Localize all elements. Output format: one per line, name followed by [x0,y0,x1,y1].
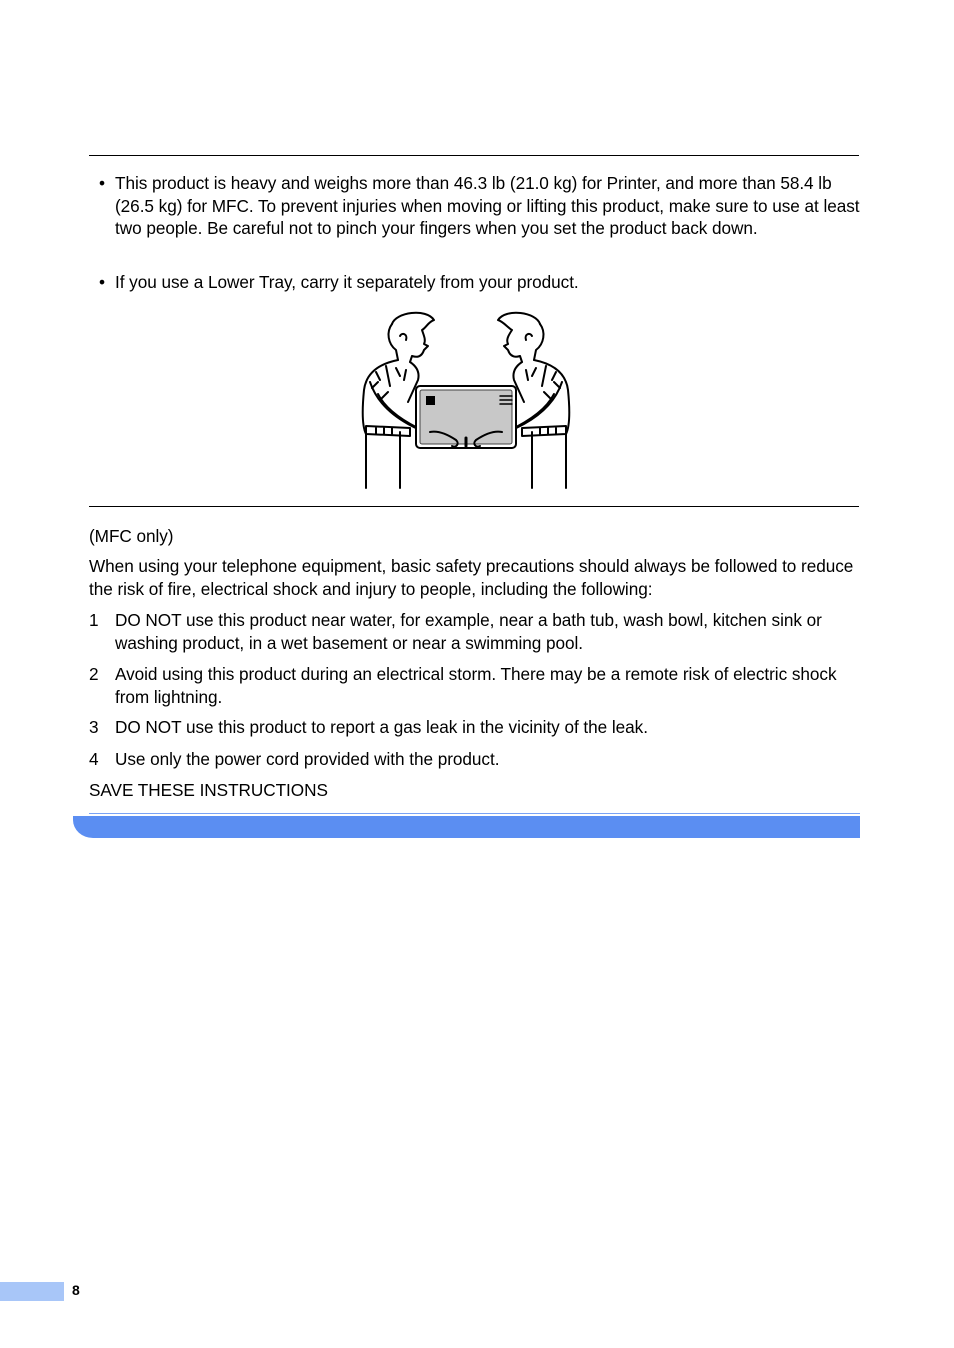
caution-bottom-rule [89,506,859,507]
item-text: DO NOT use this product near water, for example, near a bath tub, wash bowl, kitchen sink or washing product, in a wet basement or near a swimming pool. [115,610,822,653]
bullet-mark: • [99,272,105,292]
item-text: Avoid using this product during an electrical storm. There may be a remote risk of electric shock from lightning. [115,664,837,707]
mfc-only-label: (MFC only) [89,526,174,546]
save-instructions: SAVE THESE INSTRUCTIONS [89,780,328,800]
two-people-lifting-printer-illustration [356,310,576,492]
caution-bullet-lower-tray [89,271,861,294]
page-number-tab [0,1282,64,1301]
caution-top-rule [89,155,859,156]
item-number: 1 [89,610,99,630]
item-text: Use only the power cord provided with the product. [115,749,500,769]
numbered-item-1 [89,609,861,654]
item-number: 3 [89,717,99,737]
numbered-item-4 [89,748,861,771]
section-end-band [73,816,860,838]
section-end-line [89,813,860,814]
caution-bullet-text: This product is heavy and weighs more than 46.3 lb (21.0 kg) for Printer, and more than 58.4 lb (26.5 kg) for MFC. To prevent injuries when moving or lifting this product, make sure to use at least two people. Be careful not to pinch your fingers when you set the product back down. [115,173,860,239]
item-number: 2 [89,664,99,684]
caution-bullet-text: If you use a Lower Tray, carry it separately from your product. [115,272,579,292]
numbered-item-3 [89,716,861,739]
item-number: 4 [89,749,99,769]
page-number: 8 [72,1282,80,1298]
caution-bullet-weight [89,172,861,240]
bullet-mark: • [99,173,105,193]
item-text: DO NOT use this product to report a gas leak in the vicinity of the leak. [115,717,648,737]
numbered-item-2 [89,663,861,708]
safety-intro-paragraph: When using your telephone equipment, basic safety precautions should always be followed to reduce the risk of fire, electrical shock and injury to people, including the following: [89,556,854,599]
